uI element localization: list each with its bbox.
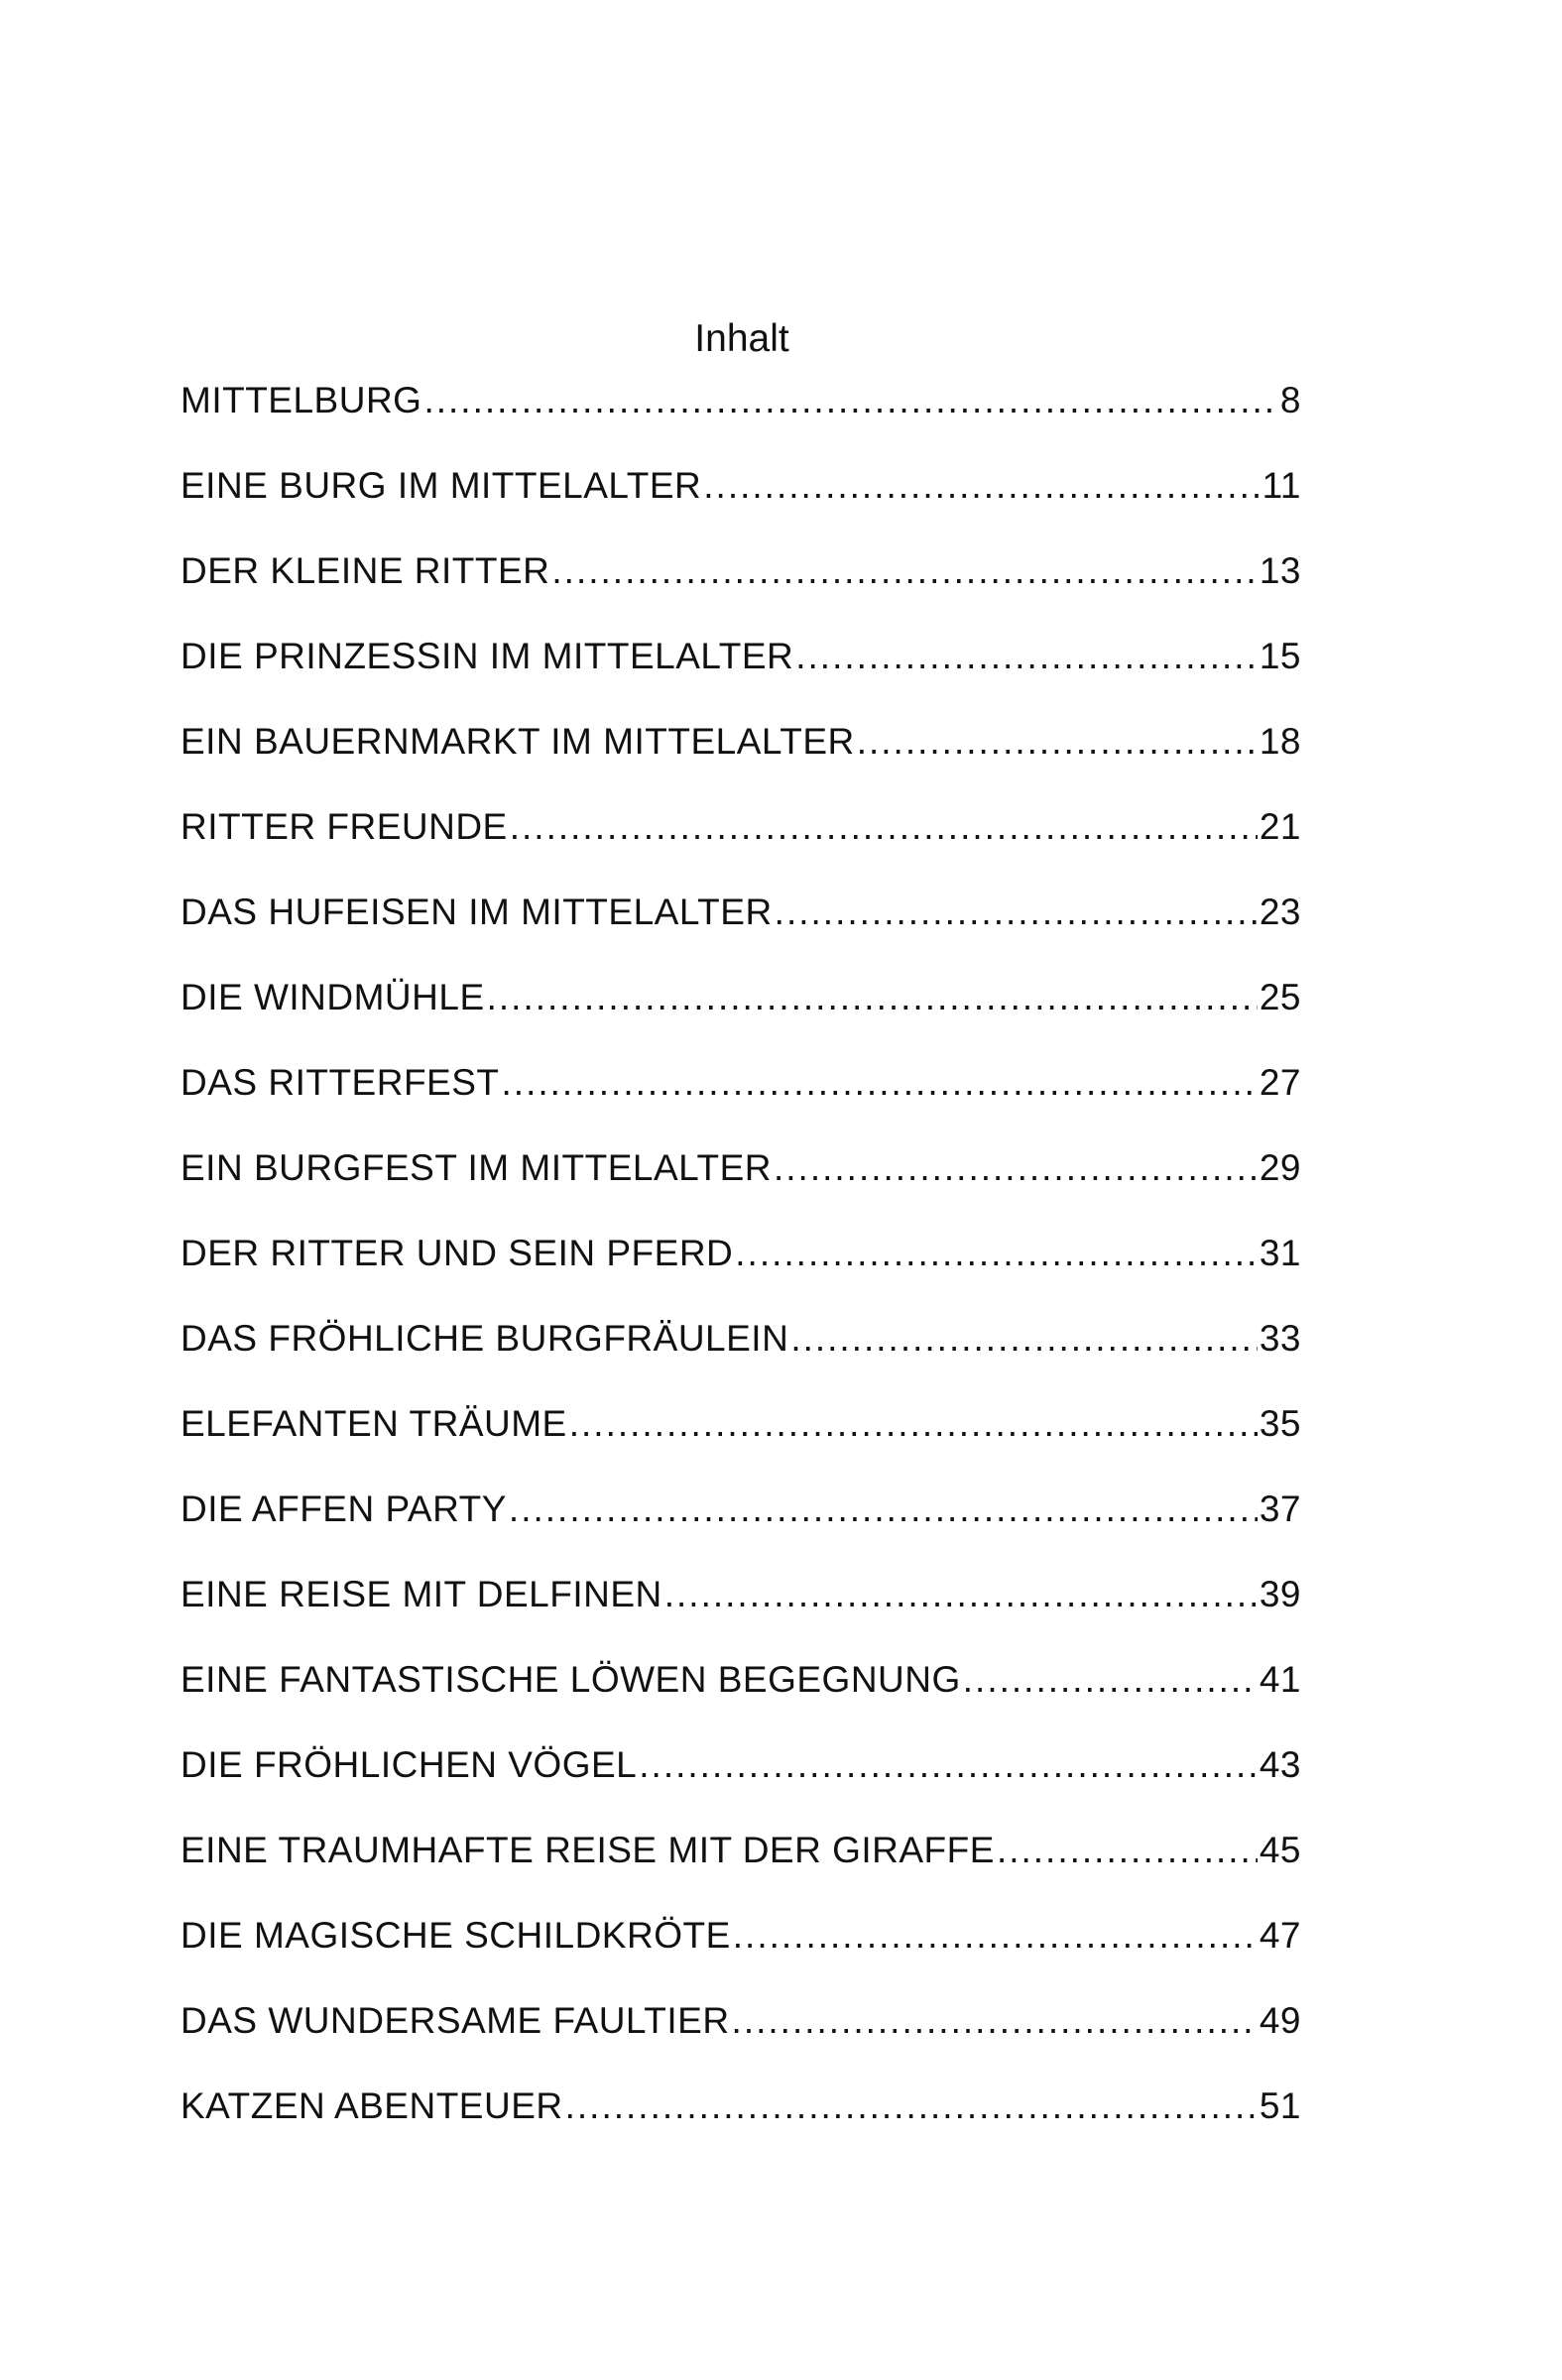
dot-leader: [510, 803, 1258, 851]
toc-entry[interactable]: [180, 547, 1301, 633]
toc-entry-label: EIN BAUERNMARKT IM MITTELALTER: [180, 721, 855, 762]
toc-entry-page-number: 45: [1259, 1830, 1301, 1870]
toc-entry[interactable]: [180, 1827, 1301, 1912]
toc-entry-label: EINE TRAUMHAFTE REISE MIT DER GIRAFFE: [180, 1830, 995, 1870]
toc-entry-page-number: 11: [1262, 465, 1301, 506]
toc-entry-page-number: 8: [1279, 380, 1301, 420]
dot-leader: [703, 462, 1260, 510]
toc-entry-label: RITTER FREUNDE: [180, 806, 508, 847]
toc-entry-page-number: 51: [1259, 2085, 1301, 2126]
dot-leader: [565, 2082, 1258, 2130]
dot-leader: [795, 633, 1258, 680]
toc-entry-page-number: 13: [1259, 550, 1301, 591]
toc-entry-label: DIE AFFEN PARTY: [180, 1488, 507, 1529]
toc-entry[interactable]: [180, 1571, 1301, 1656]
toc-entry-page-number: 49: [1259, 2000, 1301, 2041]
toc-entry-page-number: 41: [1259, 1659, 1301, 1700]
toc-entry[interactable]: [180, 1400, 1301, 1486]
toc-entry[interactable]: [180, 1997, 1301, 2082]
toc-entry[interactable]: [180, 974, 1301, 1059]
toc-entry-page-number: 43: [1259, 1744, 1301, 1785]
toc-entry[interactable]: [180, 462, 1301, 547]
toc-entry[interactable]: [180, 1912, 1301, 1997]
toc-entry-label: DAS HUFEISEN IM MITTELALTER: [180, 892, 773, 932]
toc-entry-label: KATZEN ABENTEUER: [180, 2085, 563, 2126]
toc-entry-label: DAS WUNDERSAME FAULTIER: [180, 2000, 730, 2041]
toc-entry-label: EIN BURGFEST IM MITTELALTER: [180, 1147, 772, 1188]
toc-entry-label: EINE REISE MIT DELFINEN: [180, 1574, 662, 1614]
dot-leader: [569, 1400, 1258, 1448]
toc-entry-page-number: 18: [1259, 721, 1301, 762]
toc-entry-label: DIE MAGISCHE SCHILDKRÖTE: [180, 1915, 731, 1956]
dot-leader: [423, 377, 1277, 424]
toc-entry[interactable]: [180, 633, 1301, 718]
dot-leader: [775, 889, 1258, 936]
toc-entry-page-number: 37: [1259, 1488, 1301, 1529]
toc-entry[interactable]: [180, 377, 1301, 462]
toc-entry-page-number: 29: [1259, 1147, 1301, 1188]
toc-entry-label: DER RITTER UND SEIN PFERD: [180, 1233, 734, 1273]
toc-entry[interactable]: [180, 1486, 1301, 1571]
toc-entry-page-number: 31: [1259, 1233, 1301, 1273]
toc-entry[interactable]: [180, 1059, 1301, 1144]
dot-leader: [732, 1997, 1258, 2045]
toc-entry[interactable]: [180, 718, 1301, 803]
toc-entry[interactable]: [180, 2082, 1301, 2168]
dot-leader: [963, 1656, 1258, 1704]
toc-entry[interactable]: [180, 1656, 1301, 1741]
toc-entry[interactable]: [180, 1741, 1301, 1827]
toc-entry-page-number: 21: [1259, 806, 1301, 847]
toc-entry-label: DAS RITTERFEST: [180, 1062, 500, 1103]
toc-entry-label: DER KLEINE RITTER: [180, 550, 550, 591]
dot-leader: [790, 1315, 1258, 1363]
toc-entry-page-number: 47: [1259, 1915, 1301, 1956]
toc-title: Inhalt: [694, 317, 789, 360]
toc-entry[interactable]: [180, 1144, 1301, 1230]
dot-leader: [502, 1059, 1258, 1107]
dot-leader: [551, 547, 1257, 595]
toc-entry-page-number: 25: [1259, 977, 1301, 1017]
toc-entry-label: EINE FANTASTISCHE LÖWEN BEGEGNUNG: [180, 1659, 961, 1700]
dot-leader: [733, 1912, 1258, 1960]
dot-leader: [997, 1827, 1258, 1874]
toc-entry-page-number: 23: [1259, 892, 1301, 932]
toc-entry-page-number: 27: [1259, 1062, 1301, 1103]
dot-leader: [509, 1486, 1258, 1533]
toc-entry[interactable]: [180, 889, 1301, 974]
toc-entry-label: MITTELBURG: [180, 380, 422, 420]
toc-entry[interactable]: [180, 803, 1301, 889]
toc-entry-label: DIE WINDMÜHLE: [180, 977, 485, 1017]
toc-entry-label: DIE PRINZESSIN IM MITTELALTER: [180, 636, 794, 676]
table-of-contents: [180, 377, 1301, 2168]
toc-entry-page-number: 35: [1259, 1403, 1301, 1444]
toc-entry-page-number: 15: [1259, 636, 1301, 676]
toc-entry-label: EINE BURG IM MITTELALTER: [180, 465, 702, 506]
dot-leader: [774, 1144, 1258, 1192]
dot-leader: [735, 1230, 1258, 1277]
toc-entry-label: ELEFANTEN TRÄUME: [180, 1403, 567, 1444]
toc-entry-label: DAS FRÖHLICHE BURGFRÄULEIN: [180, 1318, 789, 1359]
toc-entry[interactable]: [180, 1230, 1301, 1315]
toc-entry-label: DIE FRÖHLICHEN VÖGEL: [180, 1744, 638, 1785]
toc-entry-page-number: 39: [1259, 1574, 1301, 1614]
dot-leader: [639, 1741, 1258, 1789]
dot-leader: [857, 718, 1258, 766]
dot-leader: [664, 1571, 1258, 1618]
toc-entry[interactable]: [180, 1315, 1301, 1400]
toc-entry-page-number: 33: [1259, 1318, 1301, 1359]
dot-leader: [487, 974, 1258, 1021]
